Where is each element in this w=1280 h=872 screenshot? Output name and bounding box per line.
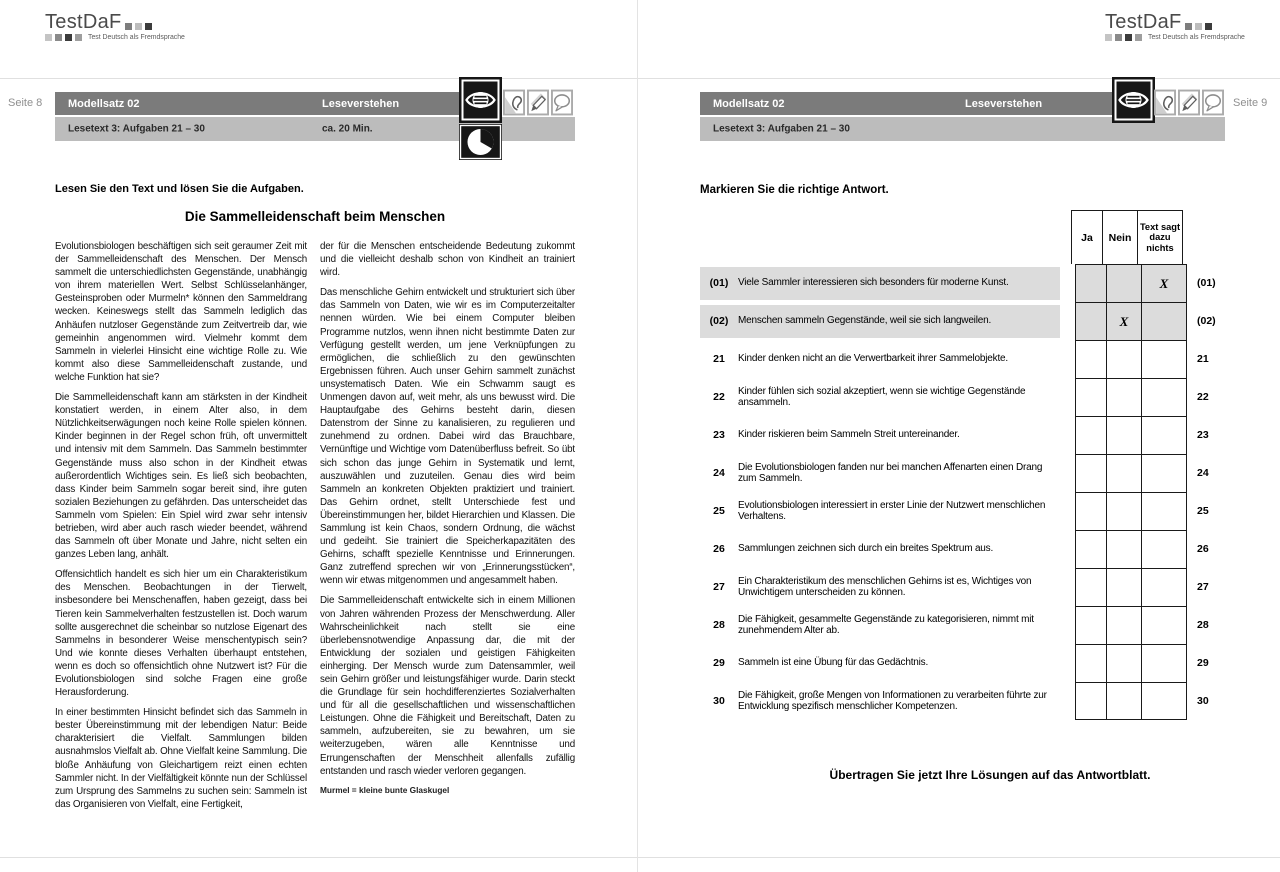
article-column-2 [320,240,575,778]
answer-cell-ja[interactable] [1075,568,1106,606]
question-number-right: 22 [1197,391,1209,403]
answer-cell-ja[interactable] [1075,644,1106,682]
question-body [700,305,1060,338]
question-body [700,644,1060,682]
top-rule [0,78,1280,79]
logo-square [145,23,152,30]
logo-square [1185,23,1192,30]
answer-cell-text-sagt-dazu-nichts[interactable] [1141,416,1187,454]
answer-cell-text-sagt-dazu-nichts[interactable] [1141,606,1187,644]
question-number: 27 [713,581,725,593]
question-text: Kinder denken nicht an die Verwertbarkeit ihrer Sammelobjekte. [738,353,1008,365]
question-body [700,530,1060,568]
eye-icon [459,77,502,128]
answer-cell-ja[interactable] [1075,454,1106,492]
answer-cell-text-sagt-dazu-nichts[interactable] [1141,492,1187,530]
subtitle-label: Lesetext 3: Aufgaben 21 – 30 [713,123,850,135]
duration-label: ca. 20 Min. [322,123,373,135]
answer-cell-ja[interactable] [1075,492,1106,530]
answer-cell-ja [1075,302,1106,340]
question-number-right: 23 [1197,429,1209,441]
question-number-right: (01) [1197,277,1216,289]
question-body [700,606,1060,644]
question-number: 29 [713,657,725,669]
logo-square [45,34,52,41]
question-text: Ein Charakteristikum des menschlichen Gehirns ist es, Wichtiges von Unwichtigem unterscheiden zu können. [738,575,1032,598]
question-number: 26 [713,543,725,555]
section-label: Leseverstehen [965,97,1043,110]
header-bar-dark [55,92,462,115]
question-number: 21 [713,353,725,365]
question-number-right: 24 [1197,467,1209,479]
logo-wordmark: TestDaF [45,11,122,33]
question-number: 22 [713,391,725,403]
clock-icon [459,124,502,165]
question-body [700,340,1060,378]
answer-cell-text-sagt-dazu-nichts[interactable] [1141,568,1187,606]
header-spacer [700,210,1056,264]
reading-instruction: Lesen Sie den Text und lösen Sie die Aufgaben. [55,183,304,195]
logo-square [1125,34,1132,41]
question-text: Kinder fühlen sich sozial akzeptiert, wenn sie wichtige Gegenstände ansammeln. [738,385,1026,408]
answer-table [700,210,1227,720]
column-header-ja [1071,210,1102,264]
logo-square [55,34,62,41]
pencil-icon [1178,89,1200,121]
question-body [700,682,1060,720]
question-row-26 [700,530,1227,568]
question-body [700,492,1060,530]
logo-square [1135,34,1142,41]
logo-square [1205,23,1212,30]
model-set-label: Modellsatz 02 [68,97,140,110]
answer-cell-nein[interactable] [1106,378,1141,416]
answer-cell-text-sagt-dazu-nichts[interactable] [1141,340,1187,378]
column-header-label: Ja [1081,231,1093,244]
question-row-23 [700,416,1227,454]
question-body [700,568,1060,606]
article-paragraph: Das menschliche Gehirn entwickelt und strukturiert sich über das Sammeln von Daten, wie wir es im Computerzeitalter nennen würden. Wie bei einem Computer bleiben Programme nutzlos, wenn ihnen nicht bestimmte Daten zur Verfügung gestellt werden, um jene Verknüpfungen zu ermöglichen, die schließlich zu den gewünschten Ergebnissen führen. Auch unser Gehirn sammelt zunächst unsystematisch Daten. Wie ein Schwamm saugt es Unmengen davon auf, weit mehr, als uns bewusst wird. Die Hauptaufgabe des Gehirns besteht darin, diesen Datenstrom der Sinne zu kanalisieren, zu regulieren und zunehmend zu ordnen. Dabei wird das Brauchbare, Vernünftige und Wichtige vom Datenüberfluss befreit. So übt sich schon das junge Gehirn in Systematik und lernt, auszuwählen und zuzuteilen. Genau dies wird beim Sammeln an konkreten Objekten praktiziert und trainiert. Das Gehirn ordnet, stellt Unterschiede fest und Übereinstimmungen her, bildet Hierarchien und Klassen. Die Sammlung ist kein Chaos, sondern Ordnung, die wächst und gedeiht. Sie trainiert die Speicherkapazitäten des Gehirns, schafft spezielle Kenntnisse und Erinnerungen. Ganz zutreffend sprechen wir von „Erinnerungsstücken“, wenn wir etwas mitgenommen und angesammelt haben. [320,287,575,587]
question-row-22 [700,378,1227,416]
ear-icon [503,89,525,121]
answer-cell-nein[interactable] [1106,530,1141,568]
logo-square [135,23,142,30]
question-text: Menschen sammeln Gegenstände, weil sie sich langweilen. [738,315,992,327]
article-paragraph: Offensichtlich handelt es sich hier um ein Charakteristikum des Menschen. Beobachtungen in der Tierwelt, insbesondere bei Menschenaffen, haben gezeigt, dass bei Tieren kein Sammelverhalten festzustellen ist. Doch warum sollte ausgerechnet die scheinbar so nutzlose Eigenart des Sammelns in besonderer Weise menschentypisch sein? Und wie konnte dieses Verhalten überhaupt entstehen, wenn es doch so offensichtlich ohne Nutzwert ist? Für die Evolutionsbiologen sind solche Fragen eine große Herausforderung. [55,569,307,699]
question-text: Sammlungen zeichnen sich durch ein breites Spektrum aus. [738,543,994,555]
pencil-icon [527,89,549,121]
example-answer-mark: X [1119,313,1129,329]
article-column-1 [55,240,307,818]
question-row-01 [700,264,1227,302]
speech-bubble-icon [551,89,573,121]
answer-cell-ja[interactable] [1075,340,1106,378]
question-number-right: 29 [1197,657,1209,669]
answer-cell-nein[interactable] [1106,568,1141,606]
question-number-right: (02) [1197,315,1216,327]
question-number-right: 26 [1197,543,1209,555]
question-body [700,454,1060,492]
answer-cell-text-sagt-dazu-nichts[interactable] [1141,530,1187,568]
question-number: 24 [713,467,725,479]
question-row-21 [700,340,1227,378]
logo-square [125,23,132,30]
answer-cell-nein[interactable] [1106,340,1141,378]
question-number: 23 [713,429,725,441]
logo-square [1195,23,1202,30]
answer-cell-nein[interactable] [1106,454,1141,492]
logo-square [65,34,72,41]
answer-cell-ja[interactable] [1075,606,1106,644]
question-number: (01) [709,277,729,289]
answer-cell-ja[interactable] [1075,530,1106,568]
question-text: Sammeln ist eine Übung für das Gedächtnis. [738,657,929,669]
answer-cell-text-sagt-dazu-nichts[interactable] [1141,454,1187,492]
article-paragraph: Evolutionsbiologen beschäftigen sich seit geraumer Zeit mit der Sammelleidenschaft des Menschen. Der Mensch sammelt die unterschiedlichsten Gegenstände, unabhängig von ihrem materiellen Wert. Selbst Schlüsselanhänger, Gesteinsproben oder Murmeln* können den Sammeldrang wecken. Keineswegs stellt das Sammeln lediglich das Anhäufen nutzloser Gegenstände zum Zeitvertreib dar, wie gemeinhin angenommen wird. Vielmehr kommt dem Sammeln in vielerlei Hinsicht eine wichtige Rolle zu. Wie kommt also diese Sammelleidenschaft zustande, und welche Funktion hat sie? [55,241,307,383]
question-text: Die Fähigkeit, große Mengen von Informationen zu verarbeiten führte zur Entwicklung spezifisch menschlicher Kompetenzen. [738,689,1047,712]
bottom-rule [0,857,1280,858]
question-row-25 [700,492,1227,530]
transfer-instruction: Übertragen Sie jetzt Ihre Lösungen auf das Antwortblatt. [829,768,1151,782]
article-column-2-wrap [320,240,575,795]
logo-square [1105,34,1112,41]
question-text: Kinder riskieren beim Sammeln Streit untereinander. [738,429,960,441]
marking-instruction: Markieren Sie die richtige Antwort. [700,184,889,196]
answer-cell-nein[interactable] [1106,492,1141,530]
question-text: Viele Sammler interessieren sich besonders für moderne Kunst. [738,277,1009,289]
answer-cell-nein[interactable] [1106,682,1141,720]
answer-cell-ja [1075,264,1106,302]
question-number: 28 [713,619,725,631]
question-number-right: 30 [1197,695,1209,707]
testdaf-logo-left [45,13,185,41]
question-number-right: 27 [1197,581,1209,593]
question-body [700,267,1060,300]
article-paragraph: Die Sammelleidenschaft entwickelte sich in einem Millionen von Jahren währenden Prozess der Menschwerdung. Aller Wahrscheinlichkeit nach stellt sie eine überlebensnotwendige Anpassung dar, die mit der Entwicklung der sozialen und geistigen Fähigkeiten einherging. Der Mensch wurde zum Datensammler, weil sein Gehirn größer und leistungsfähiger wurde. Darin steckt die Grundlage für sein hochdifferenziertes Sozialverhalten und für all die gesellschaftlichen und wissenschaftlichen Leistungen. Ohne die Fähigkeit und Bereitschaft, Daten zu sammeln, aufzubereiten, sie zu bewahren, um sie weiterzugeben, wären alle Kenntnisse und Errungenschaften der Menschheit allenfalls zufällig entstanden und rasch wieder verloren gegangen. [320,595,575,777]
question-number: (02) [709,315,729,327]
question-text: Die Fähigkeit, gesammelte Gegenstände zu kategorisieren, nimmt mit zunehmendem Alter ab. [738,613,1034,636]
header-bar-dark [700,92,1112,115]
question-number: 25 [713,505,725,517]
article-paragraph: der für die Menschen entscheidende Bedeutung zukommt und die vielleicht deshalb schon von Kindheit an trainiert wird. [320,241,575,279]
article-title: Die Sammelleidenschaft beim Menschen [184,209,446,224]
article-paragraph: In einer bestimmten Hinsicht befindet sich das Sammeln in bester Übereinstimmung mit der lebendigen Natur: Beide charakterisiert die Vielfalt. Sammlungen bilden ausnahmslos Vielfalt ab. Ohne Vielfalt keine Sammlung. Die bloße Anhäufung von Gleichartigem reizt einen echten Sammler nicht. In der Vielfältigkeit könnte nun der Schlüssel zum Ursprung des Sammelns zu suchen sein: Sammeln ist das Organisieren von Vielfalt, eine Fertigkeit, [55,707,307,810]
answer-cell-text-sagt-dazu-nichts[interactable] [1141,378,1187,416]
answer-cell-ja[interactable] [1075,682,1106,720]
logo-wordmark: TestDaF [1105,11,1182,33]
question-row-28 [700,606,1227,644]
article-paragraph: Die Sammelleidenschaft kann am stärksten in der Kindheit konstatiert werden, in einem Alter also, in dem Nützlichkeitserwägungen noch keine Rolle spielen können. Kinder beginnen in der Regel schon früh, oft unvermittelt und intensiv mit dem Sammeln. Das Sammeln bestimmter Gegenstände muss also schon in der Kindheit etwas außerordentlich Wichtiges sein. Es ließ sich beobachten, dass Kinder beim Sammeln sogar bereit sind, ihre guten sozialen Beziehungen zu gefährden. Das unterscheidet das Sammeln vom Spielen: Ein Spiel wird zwar sehr intensiv betrieben, wird aber auch rasch wieder beendet, während das Sammeln oft über Monate und Jahre, nicht selten ein ganzes Leben lang, anhält. [55,392,307,561]
speech-bubble-icon [1202,89,1224,121]
answer-cell-ja[interactable] [1075,378,1106,416]
ear-icon [1154,89,1176,121]
column-header-text-sagt-dazu-nichts [1137,210,1183,264]
answer-cell-nein [1106,264,1141,302]
article-footnote: Murmel = kleine bunte Glaskugel [320,784,450,795]
question-row-24 [700,454,1227,492]
logo-tagline: Test Deutsch als Fremdsprache [88,34,185,41]
page-number-label: Seite 8 [8,97,43,109]
logo-tagline: Test Deutsch als Fremdsprache [1148,34,1245,41]
question-text: Die Evolutionsbiologen fanden nur bei manchen Affenarten einen Drang zum Sammeln. [738,461,1043,484]
page-divider [637,0,638,872]
question-row-30 [700,682,1227,720]
answer-cell-text-sagt-dazu-nichts[interactable] [1141,644,1187,682]
model-set-label: Modellsatz 02 [713,97,785,110]
question-number-right: 21 [1197,353,1209,365]
question-number-right: 25 [1197,505,1209,517]
answer-cell-text-sagt-dazu-nichts[interactable] [1141,682,1187,720]
column-header-label: Text sagt dazu nichts [1139,222,1181,253]
question-row-27 [700,568,1227,606]
answer-cell-text-sagt-dazu-nichts [1141,264,1187,302]
logo-square [75,34,82,41]
question-row-29 [700,644,1227,682]
column-header-label: Nein [1108,231,1132,244]
answer-cell-nein [1106,302,1141,340]
question-body [700,378,1060,416]
answer-cell-nein[interactable] [1106,644,1141,682]
question-body [700,416,1060,454]
question-number: 30 [713,695,725,707]
answer-table-header [700,210,1227,264]
answer-cell-text-sagt-dazu-nichts [1141,302,1187,340]
question-text: Evolutionsbiologen interessiert in erster Linie der Nutzwert menschlichen Verhaltens. [738,499,1046,522]
eye-icon [1112,77,1155,128]
question-number-right: 28 [1197,619,1209,631]
page-number-label: Seite 9 [1233,97,1268,109]
answer-cell-nein[interactable] [1106,416,1141,454]
subtitle-label: Lesetext 3: Aufgaben 21 – 30 [68,123,205,135]
example-answer-mark: X [1159,275,1169,291]
answer-cell-nein[interactable] [1106,606,1141,644]
testdaf-logo-right [1105,13,1245,41]
question-row-02 [700,302,1227,340]
logo-square [1115,34,1122,41]
answer-cell-ja[interactable] [1075,416,1106,454]
section-label: Leseverstehen [322,97,400,110]
column-header-nein [1102,210,1137,264]
